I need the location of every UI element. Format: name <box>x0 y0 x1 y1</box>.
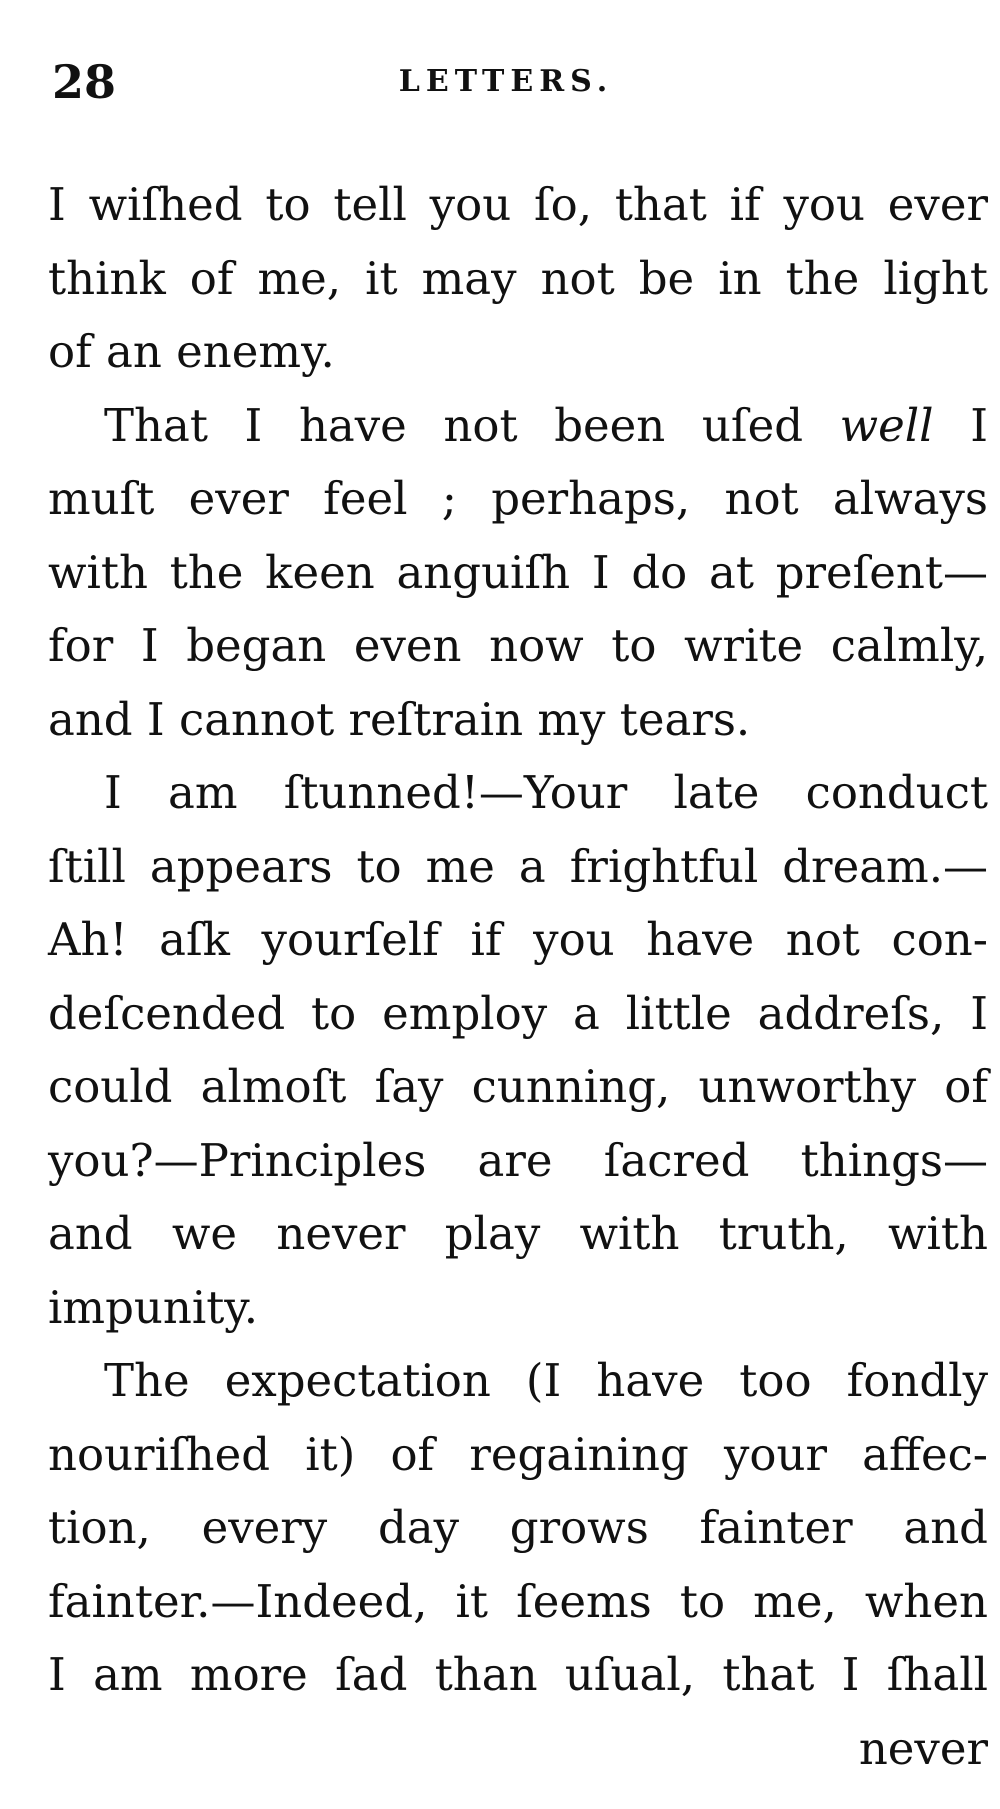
text-segment: I <box>933 398 988 452</box>
text-line: you?—Principles are ſacred things— <box>48 1133 988 1187</box>
text-line: The expectation (I have too fondly <box>104 1354 988 1407</box>
text-line: think of me, it may not be in the light <box>48 251 988 305</box>
text-segment: That I have not been uſed <box>104 398 840 452</box>
text-line <box>48 389 988 463</box>
text-line: could almoſt ſay cunning, unworthy of <box>48 1060 988 1113</box>
running-head <box>52 52 960 112</box>
italic-word: well <box>839 398 934 452</box>
text-line: and I cannot reſtrain my tears. <box>48 692 751 746</box>
text-line: Ah! aſk yourſelf if you have not con- <box>48 913 988 966</box>
text-line: muſt ever feel ; perhaps, not always <box>48 472 988 525</box>
text-line: fainter.—Indeed, it ſeems to me, when <box>48 1574 988 1628</box>
text-line: and we never play with truth, with <box>48 1207 988 1260</box>
running-title: LETTERS. <box>398 64 614 99</box>
text-line: I wiſhed to tell you ſo, that if you ever <box>48 178 988 231</box>
text-line: I am ſtunned!—Your late conduct <box>104 766 988 819</box>
text-line: I am more ſad than uſual, that I ſhall <box>48 1648 988 1701</box>
text-line: ſtill appears to me a frightful dream.— <box>48 839 988 893</box>
text-line: deſcended to employ a little addreſs, I <box>48 986 988 1040</box>
text-line: with the keen anguiſh I do at preſent— <box>48 545 988 599</box>
catchword: never <box>858 1721 988 1775</box>
letter-body <box>48 168 988 1785</box>
text-line: of an enemy. <box>48 325 335 378</box>
text-line: nouriſhed it) of regaining your affec- <box>48 1427 988 1481</box>
text-line: for I began even now to write calmly, <box>48 619 988 672</box>
text-line: tion, every day grows fainter and <box>48 1501 988 1554</box>
page-number: 28 <box>52 55 117 109</box>
text-line: impunity. <box>48 1280 259 1334</box>
